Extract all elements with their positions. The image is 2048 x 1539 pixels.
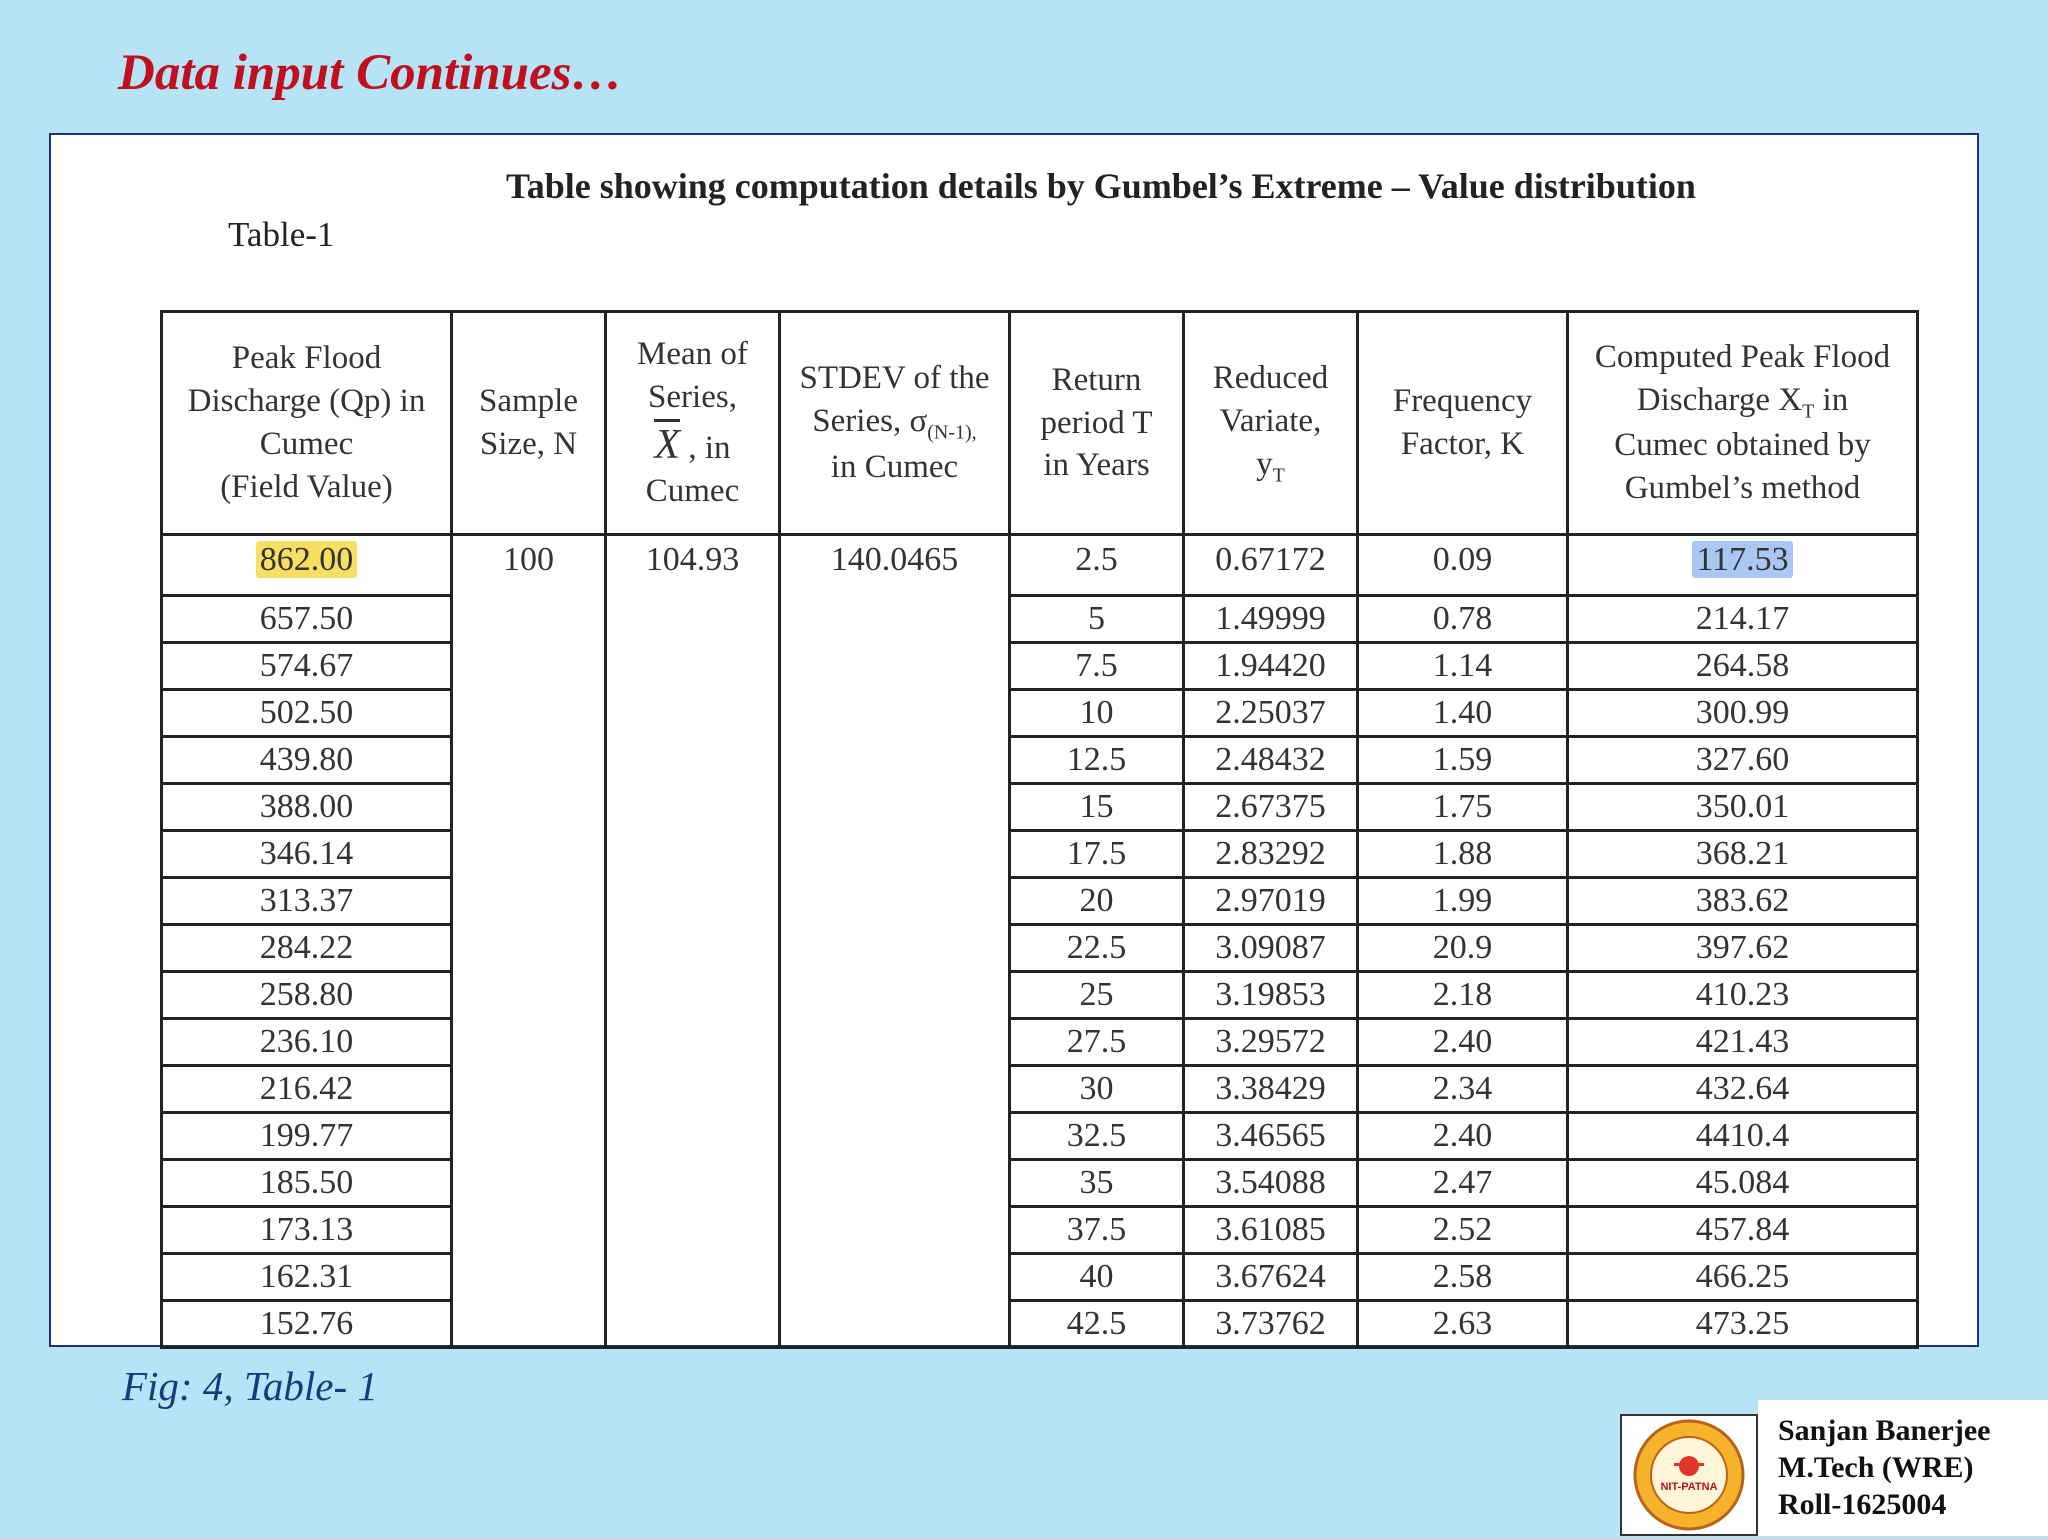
cell-peak-flood: 173.13 [162, 1207, 452, 1254]
cell-peak-flood: 216.42 [162, 1066, 452, 1113]
cell-return-period: 7.5 [1010, 643, 1184, 690]
header-reduced-variate: Reduced Variate, $y_T$ [1184, 312, 1358, 535]
cell-return-period: 32.5 [1010, 1113, 1184, 1160]
cell-reduced-variate: 3.67624 [1184, 1254, 1358, 1301]
cell-peak-flood: 162.31 [162, 1254, 452, 1301]
cell-frequency-factor: 2.18 [1358, 972, 1568, 1019]
cell-computed-peak: 368.21 [1568, 831, 1918, 878]
cell-return-period: 27.5 [1010, 1019, 1184, 1066]
header-stdev: STDEV of the Series, $\sigma_{(N-1),}$ in Cumec [780, 312, 1010, 535]
cell-frequency-factor: 2.63 [1358, 1301, 1568, 1348]
table-row [162, 1207, 1918, 1254]
cell-reduced-variate: 2.48432 [1184, 737, 1358, 784]
cell-computed-peak: 214.17 [1568, 596, 1918, 643]
cell-peak-flood: 657.50 [162, 596, 452, 643]
table-row [162, 878, 1918, 925]
cell-peak-flood: 236.10 [162, 1019, 452, 1066]
table-row [162, 596, 1918, 643]
cell-frequency-factor: 1.99 [1358, 878, 1568, 925]
cell-mean: 104.93 [606, 535, 780, 1348]
cell-frequency-factor: 0.78 [1358, 596, 1568, 643]
cell-peak-flood: 258.80 [162, 972, 452, 1019]
table-row [162, 784, 1918, 831]
cell-reduced-variate: 3.61085 [1184, 1207, 1358, 1254]
cell-frequency-factor: 1.59 [1358, 737, 1568, 784]
cell-frequency-factor: 2.52 [1358, 1207, 1568, 1254]
cell-return-period: 2.5 [1010, 535, 1184, 596]
table-row [162, 737, 1918, 784]
cell-sample-size: 100 [452, 535, 606, 1348]
cell-peak-flood: 388.00 [162, 784, 452, 831]
figure-caption: Fig: 4, Table- 1 [122, 1363, 378, 1409]
table-figure [49, 133, 1979, 1347]
cell-frequency-factor: 2.34 [1358, 1066, 1568, 1113]
cell-peak-flood: 574.67 [162, 643, 452, 690]
cell-computed-peak: 264.58 [1568, 643, 1918, 690]
cell-reduced-variate: 3.29572 [1184, 1019, 1358, 1066]
cell-reduced-variate: 2.83292 [1184, 831, 1358, 878]
cell-return-period: 37.5 [1010, 1207, 1184, 1254]
table-row [162, 1254, 1918, 1301]
table-row [162, 535, 1918, 596]
header-computed-peak: Computed Peak Flood Discharge $X_T$ in Cumec obtained by Gumbel’s method [1568, 312, 1918, 535]
cell-return-period: 35 [1010, 1160, 1184, 1207]
table-row [162, 972, 1918, 1019]
cell-return-period: 5 [1010, 596, 1184, 643]
cell-computed-peak: 327.60 [1568, 737, 1918, 784]
cell-reduced-variate: 3.19853 [1184, 972, 1358, 1019]
institute-logo [1620, 1414, 1758, 1536]
cell-return-period: 22.5 [1010, 925, 1184, 972]
table-row [162, 643, 1918, 690]
cell-return-period: 20 [1010, 878, 1184, 925]
header-return-period: Return period T in Years [1010, 312, 1184, 535]
cell-reduced-variate: 3.54088 [1184, 1160, 1358, 1207]
cell-return-period: 12.5 [1010, 737, 1184, 784]
gumbel-table [160, 310, 1919, 1349]
cell-peak-flood: 313.37 [162, 878, 452, 925]
cell-computed-peak: 4410.4 [1568, 1113, 1918, 1160]
table-row [162, 1301, 1918, 1348]
header-peak-flood: Peak Flood Discharge (Qp) in Cumec (Field Value) [162, 312, 452, 535]
cell-return-period: 25 [1010, 972, 1184, 1019]
cell-peak-flood: 152.76 [162, 1301, 452, 1348]
cell-reduced-variate: 3.46565 [1184, 1113, 1358, 1160]
slide-title: Data input Continues… [118, 45, 623, 101]
header-sample-size: Sample Size, N [452, 312, 606, 535]
cell-stdev: 140.0465 [780, 535, 1010, 1348]
cell-reduced-variate: 3.09087 [1184, 925, 1358, 972]
cell-peak-flood: 284.22 [162, 925, 452, 972]
cell-computed-peak: 397.62 [1568, 925, 1918, 972]
author-name: Sanjan Banerjee [1778, 1414, 1991, 1447]
cell-peak-flood: 185.50 [162, 1160, 452, 1207]
nit-patna-seal-icon [1622, 1416, 1756, 1534]
cell-return-period: 10 [1010, 690, 1184, 737]
cell-peak-flood: 439.80 [162, 737, 452, 784]
author-info [1758, 1400, 2048, 1536]
table-row [162, 1160, 1918, 1207]
author-degree: M.Tech (WRE) [1778, 1451, 1974, 1484]
cell-return-period: 17.5 [1010, 831, 1184, 878]
cell-computed-peak: 432.64 [1568, 1066, 1918, 1113]
cell-return-period: 42.5 [1010, 1301, 1184, 1348]
cell-computed-peak: 421.43 [1568, 1019, 1918, 1066]
x-bar-symbol: X [654, 419, 680, 466]
cell-peak-flood: 502.50 [162, 690, 452, 737]
cell-frequency-factor: 20.9 [1358, 925, 1568, 972]
cell-return-period: 30 [1010, 1066, 1184, 1113]
table-row [162, 1066, 1918, 1113]
table-label: Table-1 [228, 215, 335, 254]
cell-peak-flood: 199.77 [162, 1113, 452, 1160]
cell-return-period: 15 [1010, 784, 1184, 831]
cell-computed-peak: 45.084 [1568, 1160, 1918, 1207]
author-roll: Roll-1625004 [1778, 1488, 1947, 1521]
cell-computed-peak: 350.01 [1568, 784, 1918, 831]
cell-reduced-variate: 2.97019 [1184, 878, 1358, 925]
cell-computed-peak: 473.25 [1568, 1301, 1918, 1348]
cell-reduced-variate: 1.94420 [1184, 643, 1358, 690]
cell-return-period: 40 [1010, 1254, 1184, 1301]
header-frequency-factor: Frequency Factor, K [1358, 312, 1568, 535]
cell-frequency-factor: 2.40 [1358, 1019, 1568, 1066]
cell-reduced-variate: 3.73762 [1184, 1301, 1358, 1348]
cell-reduced-variate: 3.38429 [1184, 1066, 1358, 1113]
cell-frequency-factor: 1.75 [1358, 784, 1568, 831]
header-mean: Mean of Series, X , in Cumec [606, 312, 780, 535]
cell-computed-peak: 383.62 [1568, 878, 1918, 925]
cell-computed-peak: 410.23 [1568, 972, 1918, 1019]
cell-computed-peak: 457.84 [1568, 1207, 1918, 1254]
cell-frequency-factor: 2.40 [1358, 1113, 1568, 1160]
table-row [162, 1019, 1918, 1066]
cell-peak-flood: 346.14 [162, 831, 452, 878]
table-row [162, 1113, 1918, 1160]
cell-computed-peak: 466.25 [1568, 1254, 1918, 1301]
table-row [162, 925, 1918, 972]
cell-peak-flood: 862.00 [162, 535, 452, 596]
cell-frequency-factor: 1.40 [1358, 690, 1568, 737]
cell-frequency-factor: 1.14 [1358, 643, 1568, 690]
table-row [162, 690, 1918, 737]
svg-text:NIT-PATNA: NIT-PATNA [1660, 1481, 1718, 1493]
cell-frequency-factor: 0.09 [1358, 535, 1568, 596]
cell-reduced-variate: 2.67375 [1184, 784, 1358, 831]
table-row [162, 831, 1918, 878]
cell-frequency-factor: 2.47 [1358, 1160, 1568, 1207]
header-row [162, 312, 1918, 535]
cell-computed-peak: 300.99 [1568, 690, 1918, 737]
cell-frequency-factor: 1.88 [1358, 831, 1568, 878]
cell-computed-peak: 117.53 [1568, 535, 1918, 596]
cell-reduced-variate: 0.67172 [1184, 535, 1358, 596]
cell-reduced-variate: 1.49999 [1184, 596, 1358, 643]
cell-reduced-variate: 2.25037 [1184, 690, 1358, 737]
table-heading: Table showing computation details by Gumbel’s Extreme – Value distribution [506, 166, 1696, 206]
cell-frequency-factor: 2.58 [1358, 1254, 1568, 1301]
